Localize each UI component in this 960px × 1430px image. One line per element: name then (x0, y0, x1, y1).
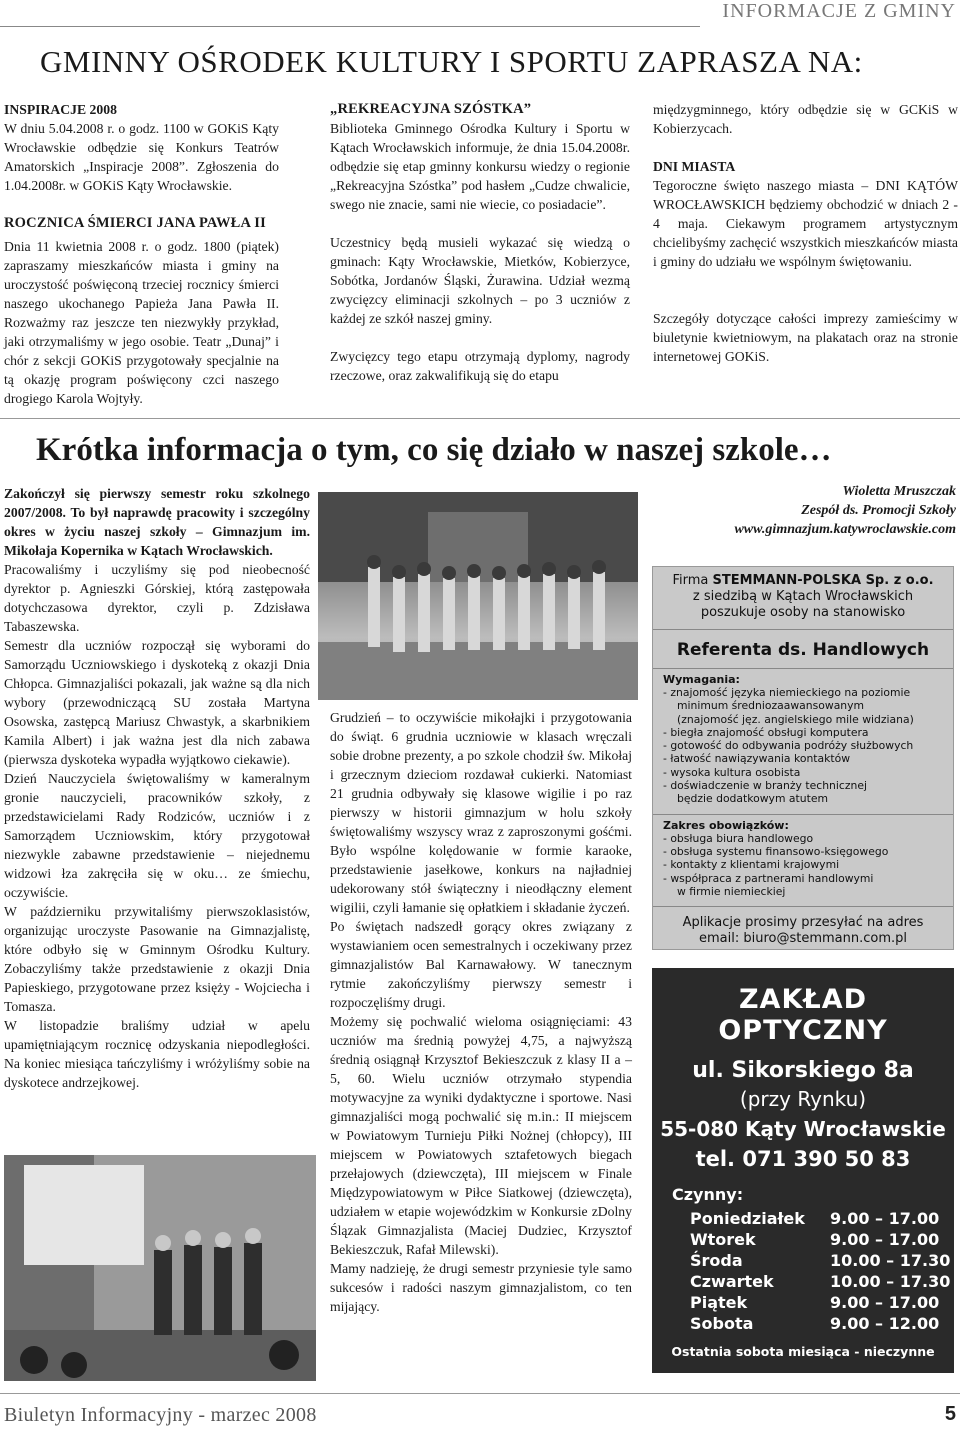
list-item: - znajomość języka niemieckiego na poziomie (663, 686, 911, 699)
hours-time: 9.00 – 17.00 (830, 1230, 940, 1249)
author-website: www.gimnazjum.katywroclawskie.com (734, 522, 956, 537)
optical-closed-note: Ostatnia sobota miesiąca - nieczynne (671, 1344, 935, 1359)
heading-rocznica: ROCZNICA ŚMIERCI JANA PAWŁA II (4, 215, 266, 231)
optical-city: 55-080 Kąty Wrocławskie (660, 1117, 946, 1141)
text-rekreacyjna-2: Uczestnicy będą musieli wykazać się wiedzą o gminach: Kąty Wrocławskie, Mietków, Kobierzyce, Sobótka, Jordanów Śląski, Żurawina. Udział wezmą zwycięzcy eliminacji szkolnych – po 3 uczniów z każdej ze szkół naszej gminy. (330, 235, 630, 326)
ad-apply-info (653, 915, 953, 947)
text-rekreacyjna-1: Biblioteka Gminnego Ośrodka Kultury i Sportu w Kątach Wrocławskich informuje, że dnia 15.04.2008r. odbędzie się etap gminny konkursu wiedzy o regionie „Rekreacyjna Szóstka” pod hasłem „Cudze chwalicie, swego nie znacie, sami nie wiecie, co posiadacie”. (330, 121, 630, 212)
optical-title: ZAKŁAD OPTYCZNY (718, 984, 888, 1046)
optical-phone: tel. 071 390 50 83 (695, 1147, 911, 1171)
table-row (690, 1292, 950, 1313)
footer-rule (0, 1393, 960, 1394)
optical-note: (przy Rynku) (739, 1087, 867, 1111)
section-divider (0, 418, 960, 419)
list-item: - współpraca z partnerami handlowymi (663, 871, 874, 885)
ad-apply-email: email: biuro@stemmann.com.pl (698, 931, 907, 947)
hours-day: Środa (690, 1251, 743, 1270)
job-ad-stemmann (652, 566, 954, 950)
header-rule (0, 26, 700, 27)
author-name: Wioletta Mruszczak (842, 484, 956, 499)
school-stage-photo (318, 492, 638, 700)
article-p9: Mamy nadzieję, że drugi semestr przyniesie tyle samo sukcesów i radości naszym gimnazjalistom, co ten mijający. (330, 1261, 632, 1314)
hours-time: 10.00 – 17.30 (830, 1272, 951, 1291)
author-role: Zespół ds. Promocji Szkoły (801, 503, 956, 518)
article-p1: Pracowaliśmy i uczyliśmy się pod nieobecność dyrektor p. Agnieszki Górskiej, którą zastępowała dotychczasowa dyrektor, czyli p. Zdzisława Tabaszewska. (4, 562, 310, 634)
article-p3: Dzień Nauczyciela świętowaliśmy w kameralnym gronie nauczycieli, pracowników szkoły, z przedstawicielami Rady Rodziców, uczniów i z Samorządem Uczniowskim, który przygotował niezwykle zabawne przedstawienie – niejednemu widzowi łza zakręciła się w oku… ze śmiechu, oczywiście. (4, 771, 310, 900)
heading-rekreacyjna: „REKREACYJNA SZÓSTKA” (330, 101, 532, 117)
list-item: minimum średniozaawansowanym (677, 699, 865, 713)
page-number: 5 (944, 1403, 956, 1425)
article-column-middle (330, 708, 632, 1316)
list-item: (znajomość jęz. angielskiego mile widziana) (677, 712, 914, 726)
hours-time: 9.00 – 17.00 (830, 1209, 940, 1228)
list-item: - obsługa systemu finansowo-księgowego (663, 844, 889, 858)
page-title: GMINNY OŚRODEK KULTURY I SPORTU ZAPRASZA NA: (40, 44, 863, 79)
table-row (690, 1250, 950, 1271)
table-row (690, 1313, 950, 1334)
school-performance-photo (4, 1155, 316, 1381)
column-inspiracje (4, 100, 279, 408)
ad-looking-for: poszukuje osoby na stanowisko (700, 605, 906, 620)
ad-requirements-list (653, 686, 953, 806)
list-item: będzie dodatkowym atutem (677, 792, 828, 806)
article-p5: W listopadzie braliśmy udział w apelu upamiętniającym rocznicę odzyskania niepodległości. Na koniec miesiąca tańczyliśmy i wróżyliśmy sobie na dyskotece andrzejkowej. (4, 1018, 310, 1090)
ad-duties-list (653, 832, 953, 898)
hours-day: Poniedziałek (690, 1209, 805, 1228)
ad-company-prefix: Firma (672, 573, 713, 588)
hours-day: Czwartek (690, 1272, 774, 1291)
hours-day: Wtorek (690, 1230, 756, 1249)
list-item: - obsługa biura handlowego (663, 831, 814, 845)
ad-separator (653, 814, 953, 815)
heading-dni-miasta: DNI MIASTA (653, 159, 736, 174)
article-p8: Możemy się pochwalić wieloma osiągnięciami: 43 uczniów ma średnią powyżej 4,75, a najwyższą średnią osiągnął Krzysztof Bekieszczuk z klasy II a – 5, 60. Wielu uczniów otrzymało stypendia motywacyjne za wyniki dydaktyczne i sportowe. Nasi gimnazjaliści mogą pochwalić się m.in.: II miejscem w Powiatowym Turnieju Piłki Nożnej (chłopcy), III miejscem w Powiatowych sztafetowych biegach przełajowych (dziewczęta), III miejscem w Finale Międzypowiatowym w Piłce Siatkowej (dziewczęta), udziałem w etapie wojewódzkim w Konkursie zDolny Ślązak Gimnazjalista (Maciej Dudziec, Krzysztof Bekieszczuk, Rafał Milewski). (330, 1014, 632, 1257)
ad-optical-shop (652, 968, 954, 1373)
optical-street: ul. Sikorskiego 8a (692, 1058, 914, 1083)
list-item: w firmie niemieckiej (677, 884, 786, 898)
ad-position: Referenta ds. Handlowych (676, 640, 930, 660)
ad-company-location: z siedzibą w Kątach Wrocławskich (692, 589, 914, 604)
ad-company-name: STEMMANN-POLSKA Sp. z o.o. (712, 573, 934, 588)
text-rocznica: Dnia 11 kwietnia 2008 r. o godz. 1800 (piątek) zapraszamy mieszkańców miasta i gminy na uroczystość poświęconą trzeciej rocznicy śmierci naszego ukochanego Papieża Jana Pawła II. Rozważmy raz jeszcze ten niezwykły przykład, jaki otrzymaliśmy w jego osobie. Teatr „Dunaj” i chór z sekcji GOKiS przygotowały specjalnie na tą okazję program poświęcony czci naszego drogiego Karola Wojtyły. (4, 239, 279, 406)
hours-day: Piątek (690, 1293, 748, 1312)
ad-duties-title: Zakres obowiązków: (663, 818, 789, 832)
hours-time: 10.00 – 17.30 (830, 1251, 951, 1270)
footer-title: Biuletyn Informacyjny - marzec 2008 (4, 1404, 317, 1426)
hours-day: Sobota (690, 1314, 754, 1333)
list-item: - wysoka kultura osobista (663, 765, 801, 779)
hours-time: 9.00 – 12.00 (830, 1314, 940, 1333)
article-p6: Grudzień – to oczywiście mikołajki i przygotowania do świąt. 6 grudnia uczniowie w klasach wręczali sobie drobne prezenty, a po szkole chodził św. Mikołaj i grzecznym dzieciom rozdawał cukierki. Natomiast 21 grudnia odbywały się klasowe wigilie i po raz pierwszy w historii gimnazjum w holu szkoły świętowaliśmy wszyscy wraz z zaproszonymi gośćmi. Było wspólne kolędowanie w formie karaoke, przedstawienie jasełkowe, konkurs na najładniej udekorowany stół świąteczny i nieodłączny element wigilii, czyli łamanie się opłatkiem i składanie życzeń. (330, 710, 632, 915)
article-column-left (4, 484, 310, 1092)
text-continued: międzygminnego, który odbędzie się w GCKiS w Kobierzycach. (653, 102, 958, 136)
table-row (690, 1271, 950, 1292)
table-row (690, 1229, 950, 1250)
stage-photo-image (318, 492, 638, 700)
article-headline: Krótka informacja o tym, co się działo w naszej szkole… (36, 432, 832, 468)
list-item: - gotowość do odbywania podróży służbowych (663, 739, 914, 753)
ad-separator (653, 629, 953, 630)
list-item: - kontakty z klientami krajowymi (663, 858, 840, 872)
column-dni-miasta (653, 100, 958, 366)
ad-separator (653, 906, 953, 907)
article-p4: W październiku przywitaliśmy pierwszoklasistów, organizując uroczyste Pasowanie na Gimnazjalistę, które odbyło się w Gminnym Ośrodku Kultury. Zobaczyliśmy także przedstawienie z okazji Dnia Papieskiego, przygotowane przez księży - Wojciecha i Tomasza. (4, 904, 310, 1014)
ad-apply-text: Aplikacje prosimy przesyłać na adres (682, 915, 924, 931)
performance-photo-image (4, 1155, 316, 1381)
list-item: - łatwość nawiązywania kontaktów (663, 752, 851, 766)
list-item: - doświadczenie w branży technicznej (663, 779, 867, 793)
ad-company-header (653, 567, 953, 621)
section-label: INFORMACJE Z GMINY (722, 0, 956, 22)
column-rekreacyjna (330, 100, 630, 385)
optical-hours-table (690, 1208, 950, 1334)
ad-requirements-title: Wymagania: (663, 673, 740, 686)
article-p7: Po świętach nadszedł gorący okres związany z wystawianiem ocen semestralnych i oczekiwany przez gimnazjalistów Bal Karnawałowy. W tanecznym rytmie zakończyliśmy pierwszy semestr i rozpoczęliśmy drugi. (330, 919, 632, 1010)
article-p2: Semestr dla uczniów rozpoczął się wyborami do Samorządu Uczniowskiego i dyskoteką z okazji Dnia Chłopca. Gimnazjaliści pokazali, jak ważne są dla nich wybory (przewodniczącą SU została Martyna Osowska, zastępcą Mariusz Chwastyk, a skarbnikiem Kamila Albert) i jak ważna jest dla nich zabawa (pierwsza dyskoteka wypadła wyjątkowo ciekawie). (4, 638, 310, 767)
list-item: - biegła znajomość obsługi komputera (663, 725, 869, 739)
article-lead: Zakończył się pierwszy semestr roku szkolnego 2007/2008. To był naprawdę pracowity i szczególny okres w życiu naszej szkoły – Gimnazjum im. Mikołaja Kopernika w Kątach Wrocławskich. (4, 486, 310, 558)
table-row (690, 1208, 950, 1229)
text-szczegoly: Szczegóły dotyczące całości imprezy zamieścimy w biuletynie kwietniowym, na plakatach oraz na stronie internetowej GOKiS. (653, 311, 958, 364)
text-rekreacyjna-3: Zwycięzcy tego etapu otrzymają dyplomy, nagrody rzeczowe, oraz zakwalifikują się do etapu (330, 349, 630, 383)
hours-time: 9.00 – 17.00 (830, 1293, 940, 1312)
optical-hours-label: Czynny: (672, 1185, 744, 1204)
text-inspiracje: W dniu 5.04.2008 r. o godz. 1100 w GOKiS Kąty Wrocławskie odbędzie się Konkurs Teatrów Amatorskich „Inspiracje 2008”. Zgłoszenia do 1.04.2008r. w GOKiS Kąty Wrocławskie. (4, 121, 279, 193)
text-dni-miasta: Tegoroczne święto naszego miasta – DNI KĄTÓW WROCŁAWSKICH będziemy obchodzić w dniach 2 - 4 maja. Ciekawym programem artystycznym chcielibyśmy zachęcić wszystkich mieszkańców miasta i gminy do udziału we wspólnym świętowaniu. (653, 178, 958, 269)
heading-inspiracje: INSPIRACJE 2008 (4, 102, 117, 117)
ad-separator (653, 668, 953, 669)
article-author (734, 482, 956, 539)
